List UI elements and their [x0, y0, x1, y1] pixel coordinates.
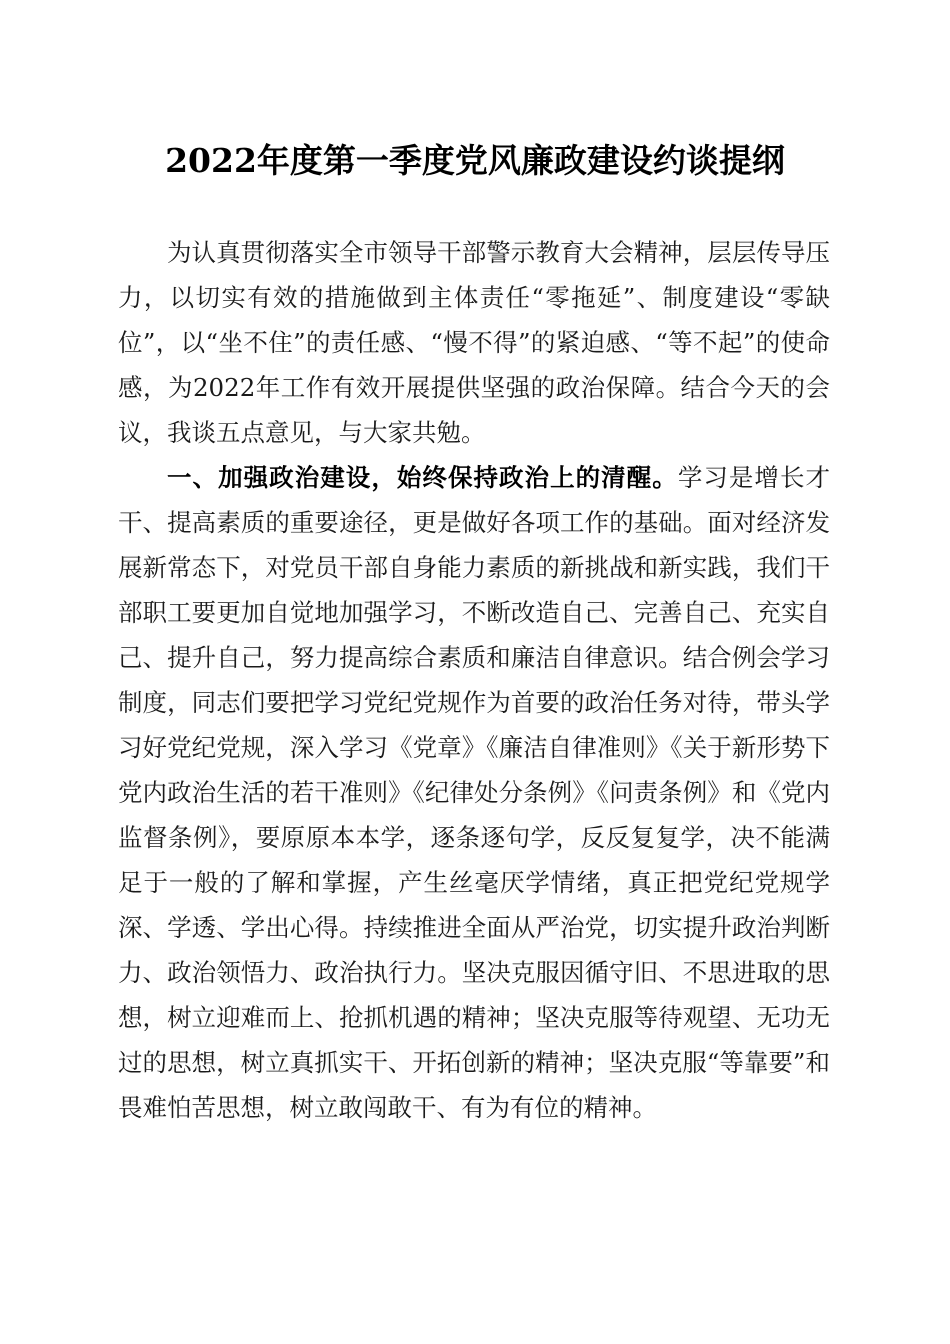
section-one-text: 学习是增长才干、提高素质的重要途径，更是做好各项工作的基础。面对经济发展新常态下，对党员干部自身能力素质的新挑战和新实践，我们干部职工要更加自觉地加强学习，不断改造自己、完善自己、充实自己、提升自己，努力提高综合素质和廉洁自律意识。结合例会学习制度，同志们要把学习党纪党规作为首要的政治任务对待，带头学习好党纪党规，深入学习《党章》《廉洁自律准则》《关于新形势下党内政治生活的若干准则》《纪律处分条例》《问责条例》和《党内监督条例》，要原原本本学，逐条逐句学，反反复复学，决不能满足于一般的了解和掌握，产生丝毫厌学情绪，真正把党纪党规学深、学透、学出心得。持续推进全面从严治党，切实提升政治判断力、政治领悟力、政治执行力。坚决克服因循守旧、不思进取的思想，树立迎难而上、抢抓机遇的精神；坚决克服等待观望、无功无过的思想，树立真抓实干、开拓创新的精神；坚决克服“等靠要”和畏难怕苦思想，树立敢闯敢干、有为有位的精神。 [118, 463, 831, 1122]
section-one-heading: 一、加强政治建设，始终保持政治上的清醒。 [167, 463, 678, 492]
intro-paragraph [118, 230, 830, 455]
intro-paragraph-text: 为认真贯彻落实全市领导干部警示教育大会精神，层层传导压力，以切实有效的措施做到主体责任“零拖延”、制度建设“零缺位”，以“坐不住”的责任感、“慢不得”的紧迫感、“等不起”的使命感，为2022年工作有效开展提供坚强的政治保障。结合今天的会议，我谈五点意见，与大家共勉。 [118, 238, 830, 447]
document-body [118, 230, 830, 1130]
document-title: 2022年度第一季度党风廉政建设约谈提纲 [165, 141, 785, 180]
section-one-paragraph [118, 455, 830, 1130]
